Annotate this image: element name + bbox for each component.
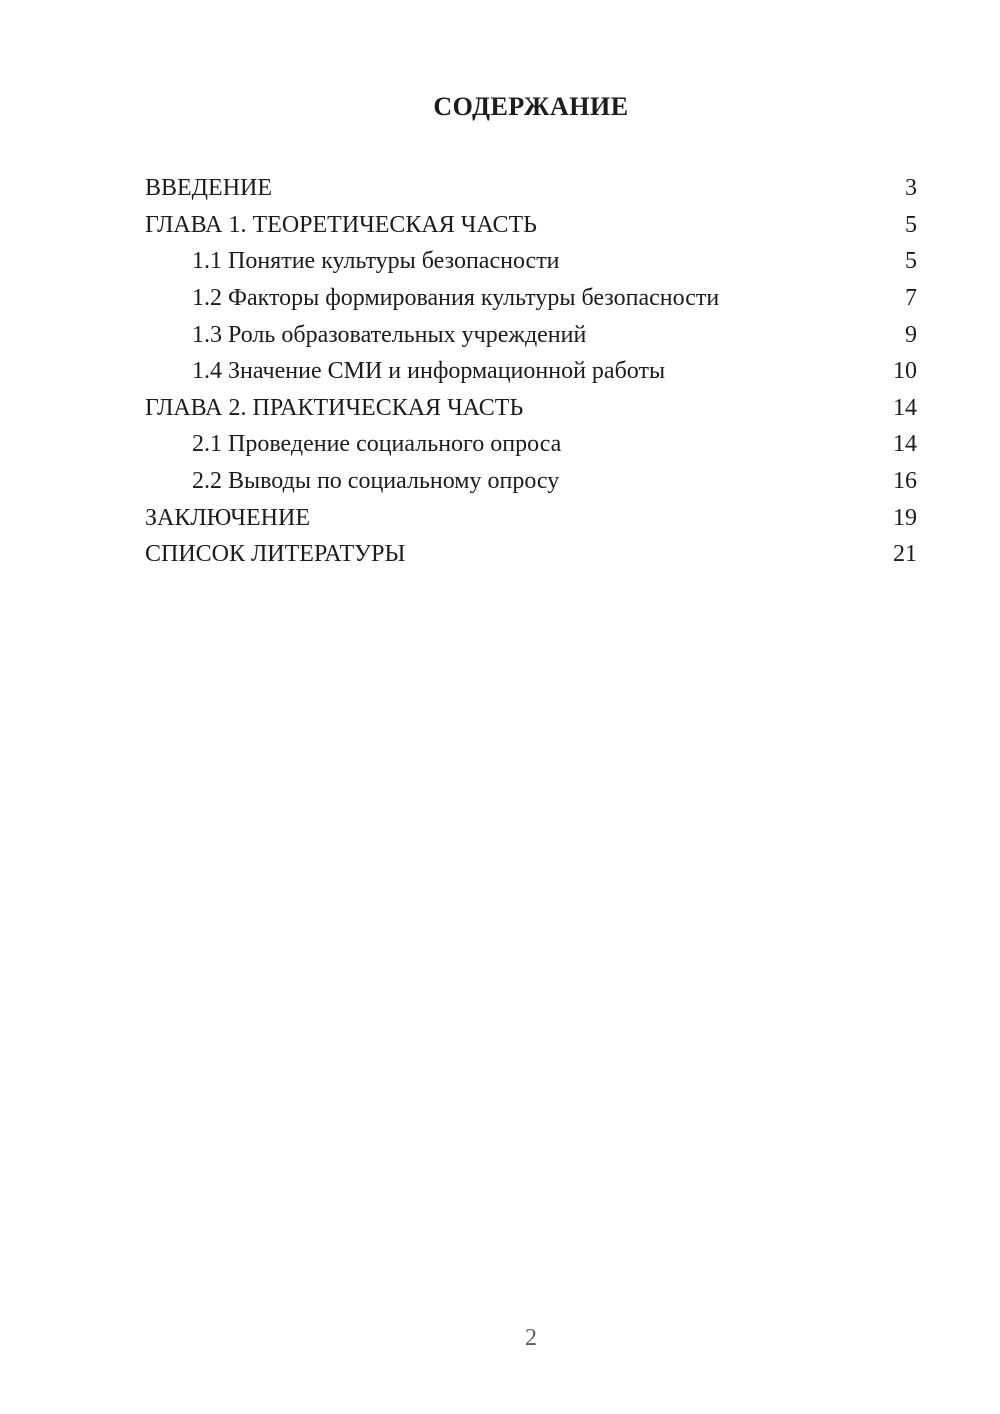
toc-entry-page-number: 5 [905, 248, 917, 275]
toc-entry [145, 280, 917, 317]
toc-entry [145, 243, 917, 280]
page-number: 2 [525, 1325, 537, 1351]
toc-entry-label: 1.1 Понятие культуры безопасности [192, 248, 560, 275]
page-title: СОДЕРЖАНИЕ [433, 92, 629, 121]
toc-entry-label: 2.1 Проведение социального опроса [192, 431, 562, 458]
toc-entry-page-number: 16 [893, 468, 917, 495]
toc-entry [145, 170, 917, 207]
toc-entry [145, 500, 917, 537]
toc-entry [145, 353, 917, 390]
toc-entry-label: 1.3 Роль образовательных учреждений [192, 321, 587, 348]
toc-entry-page-number: 5 [905, 211, 917, 238]
toc-entry-label: ВВЕДЕНИЕ [145, 175, 273, 201]
toc-entry-label: 1.2 Факторы формирования культуры безопасности [192, 284, 720, 311]
toc-entry-label: 2.2 Выводы по социальному опросу [192, 468, 560, 495]
toc-entry-page-number: 10 [893, 358, 917, 385]
toc-entry-page-number: 21 [893, 541, 917, 568]
table-of-contents [145, 170, 917, 573]
toc-entry [145, 207, 917, 244]
toc-entry-label: ГЛАВА 2. ПРАКТИЧЕСКАЯ ЧАСТЬ [145, 394, 524, 421]
toc-entry-page-number: 14 [893, 431, 917, 458]
toc-entry-page-number: 9 [905, 321, 917, 348]
toc-entry [145, 463, 917, 500]
toc-entry [145, 390, 917, 427]
toc-entry-label: ЗАКЛЮЧЕНИЕ [145, 504, 310, 531]
toc-entry-page-number: 14 [893, 394, 917, 421]
toc-entry [145, 426, 917, 463]
page-footer [145, 1324, 917, 1353]
toc-entry [145, 317, 917, 354]
toc-entry-label: ГЛАВА 1. ТЕОРЕТИЧЕСКАЯ ЧАСТЬ [145, 211, 537, 238]
toc-entry-label: СПИСОК ЛИТЕРАТУРЫ [145, 541, 406, 568]
toc-entry-page-number: 3 [905, 175, 917, 201]
toc-entry-page-number: 19 [893, 504, 917, 531]
toc-entry-page-number: 7 [905, 284, 917, 311]
toc-entry [145, 536, 917, 573]
toc-entry-label: 1.4 Значение СМИ и информационной работы [192, 358, 666, 385]
